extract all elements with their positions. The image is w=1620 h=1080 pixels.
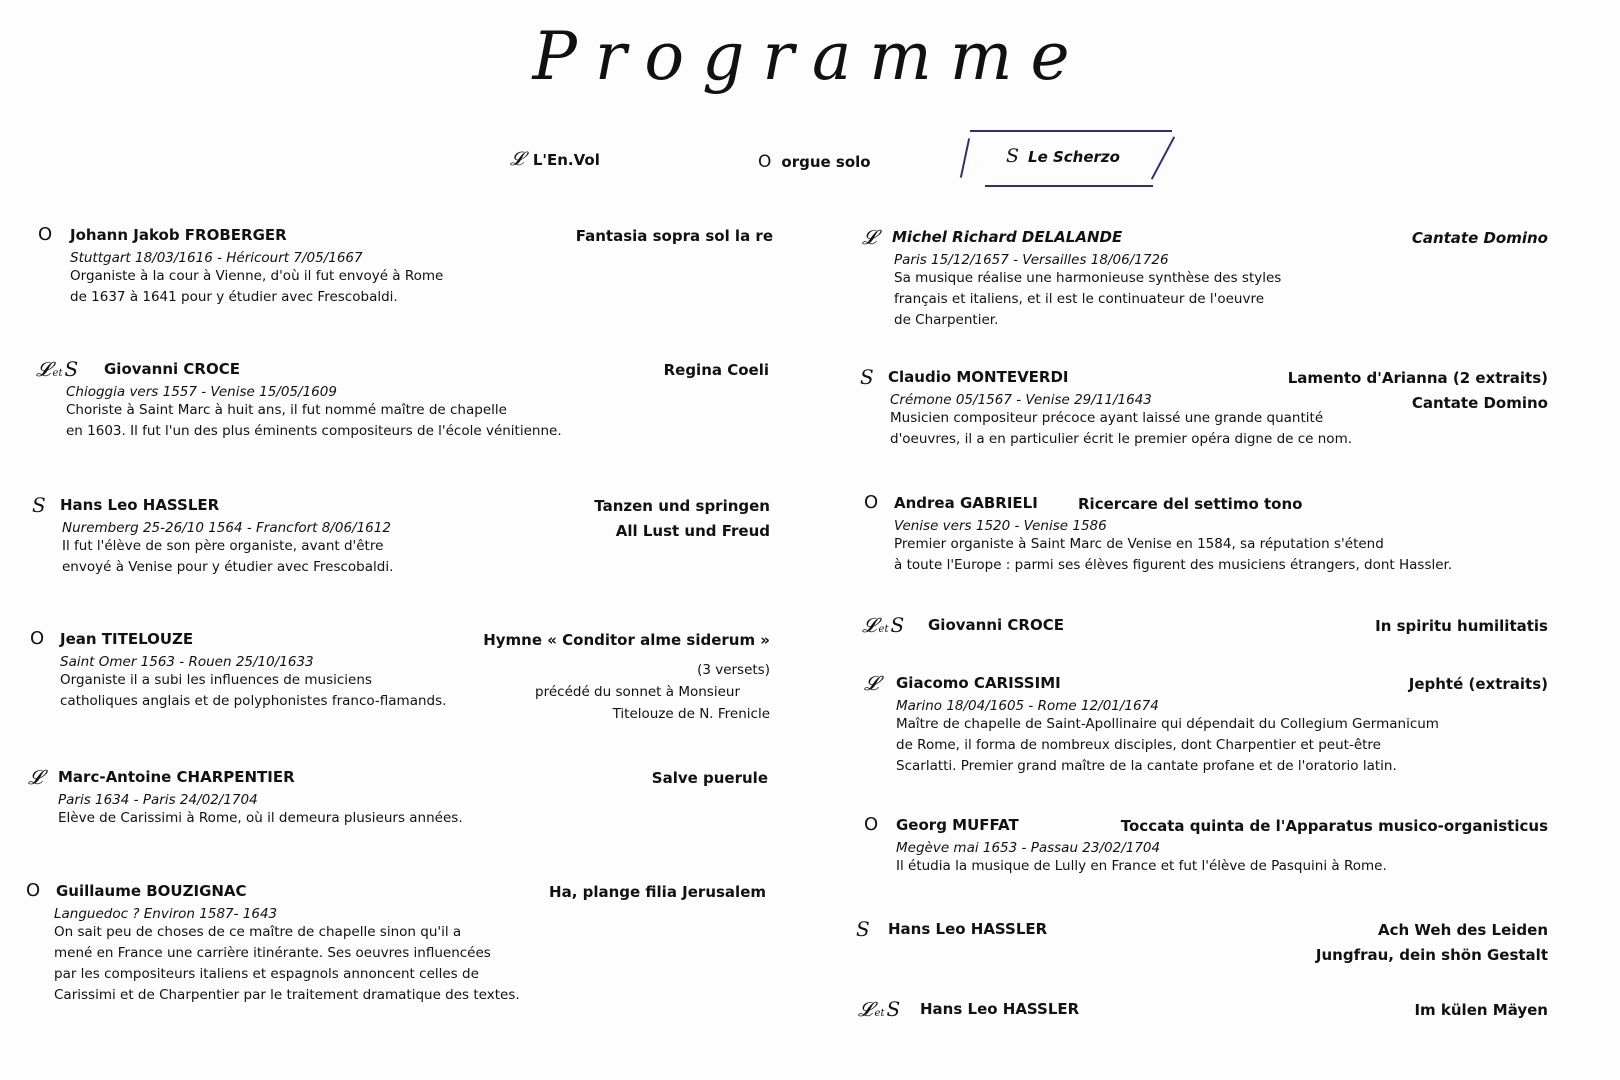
scherzo-symbol-icon: S: [886, 997, 901, 1021]
work-title: Hymne « Conditor alme siderum »: [483, 631, 770, 649]
et-connector: et: [878, 624, 889, 635]
envol-symbol-icon: 𝓛: [864, 671, 879, 695]
composer-name: Giacomo CARISSIMI: [896, 674, 1061, 692]
legend-box-left: [960, 138, 970, 178]
work-title: Jephté (extraits): [1408, 675, 1548, 693]
scherzo-symbol-icon: S: [890, 613, 905, 637]
scherzo-symbol-icon: S: [856, 917, 870, 941]
entry-hassler-3: [858, 998, 1548, 1022]
work-note: précédé du sonnet à Monsieur: [535, 684, 740, 700]
composer-dates: Paris 15/12/1657 - Versailles 18/06/1726: [894, 252, 1169, 268]
bio-line: de Rome, il forma de nombreux disciples, dont Charpentier et peut-être: [896, 737, 1381, 753]
orgue-symbol-icon: O: [30, 628, 45, 649]
composer-dates: Marino 18/04/1605 - Rome 12/01/1674: [896, 698, 1159, 714]
composer-dates: Venise vers 1520 - Venise 1586: [894, 518, 1107, 534]
et-connector: et: [874, 1008, 885, 1019]
legend-box-top: [970, 130, 1172, 132]
envol-symbol-icon: 𝓛: [28, 765, 43, 789]
scherzo-symbol-icon: S: [32, 493, 46, 517]
scherzo-symbol-icon: S: [64, 357, 79, 381]
composer-name: Hans Leo HASSLER: [888, 920, 1048, 938]
envol-scherzo-symbol-icon: [862, 614, 904, 641]
bio-line: Maître de chapelle de Saint-Apollinaire qui dépendait du Collegium Germanicum: [896, 716, 1439, 732]
bio-line: Organiste il a subi les influences de musiciens: [60, 672, 372, 688]
composer-name: Guillaume BOUZIGNAC: [56, 882, 247, 900]
entry-gabrieli: [864, 492, 1564, 576]
composer-dates: Saint Omer 1563 - Rouen 25/10/1633: [60, 654, 314, 670]
legend-orgue-label: orgue solo: [781, 153, 871, 171]
bio-line: Musicien compositeur précoce ayant laissé une grande quantité: [890, 410, 1324, 426]
scherzo-symbol-icon: S: [1006, 145, 1020, 167]
bio-line: par les compositeurs italiens et espagnols annoncent celles de: [54, 966, 479, 982]
composer-name: Hans Leo HASSLER: [60, 496, 220, 514]
bio-line: Carissimi et de Charpentier par le traitement dramatique des textes.: [54, 987, 520, 1003]
work-title: Regina Coeli: [663, 361, 769, 379]
work-note: Titelouze de N. Frenicle: [612, 706, 770, 722]
page-title: Programme: [532, 18, 1088, 95]
envol-scherzo-symbol-icon: [858, 998, 900, 1025]
composer-dates: Languedoc ? Environ 1587- 1643: [54, 906, 278, 922]
envol-scherzo-symbol-icon: [36, 358, 78, 385]
work-title: Fantasia sopra sol la re: [575, 227, 773, 245]
work-title-2: Jungfrau, dein shön Gestalt: [1315, 946, 1548, 964]
bio-line: Scarlatti. Premier grand maître de la cantate profane et de l'oratorio latin.: [896, 758, 1397, 774]
bio-line: d'oeuvres, il a en particulier écrit le premier opéra digne de ce nom.: [890, 431, 1353, 447]
bio-line: catholiques anglais et de polyphonistes franco-flamands.: [60, 693, 447, 709]
entry-carissimi: [864, 672, 1548, 777]
entry-croce: [36, 358, 769, 442]
work-title: Cantate Domino: [1411, 229, 1548, 247]
envol-symbol-icon: 𝓛: [862, 225, 877, 249]
work-note: (3 versets): [697, 662, 770, 678]
bio-line: Elève de Carissimi à Rome, où il demeura plusieurs années.: [58, 810, 463, 826]
work-title: Ach Weh des Leiden: [1377, 921, 1548, 939]
composer-dates: Paris 1634 - Paris 24/02/1704: [58, 792, 258, 808]
composer-name: Marc-Antoine CHARPENTIER: [58, 768, 295, 786]
bio-line: Il fut l'élève de son père organiste, avant d'être: [62, 538, 384, 554]
work-title: In spiritu humilitatis: [1375, 617, 1548, 635]
composer-dates: Stuttgart 18/03/1616 - Héricourt 7/05/1667: [70, 250, 363, 266]
bio-line: Sa musique réalise une harmonieuse synthèse des styles: [894, 270, 1282, 286]
orgue-symbol-icon: O: [864, 492, 879, 513]
entry-delalande: [862, 226, 1548, 331]
orgue-symbol-icon: O: [26, 880, 41, 901]
entry-monteverdi: [860, 366, 1548, 450]
envol-symbol-icon: 𝓛: [510, 148, 524, 170]
entry-charpentier: [28, 766, 768, 829]
composer-name: Andrea GABRIELI: [894, 494, 1038, 512]
legend-orgue: [758, 152, 871, 172]
work-title: Salve puerule: [651, 769, 768, 787]
bio-line: On sait peu de choses de ce maître de chapelle sinon qu'il a: [54, 924, 462, 940]
entry-bouzignac: [26, 880, 766, 1006]
orgue-symbol-icon: O: [38, 224, 53, 245]
et-connector: et: [52, 368, 63, 379]
entry-froberger: [38, 224, 773, 308]
legend-box-bottom: [985, 185, 1153, 187]
bio-line: français et italiens, et il est le continuateur de l'oeuvre: [894, 291, 1265, 307]
bio-line: envoyé à Venise pour y étudier avec Frescobaldi.: [62, 559, 394, 575]
composer-name: Jean TITELOUZE: [60, 630, 194, 648]
work-title: Ricercare del settimo tono: [1078, 495, 1303, 513]
work-title: Lamento d'Arianna (2 extraits): [1287, 369, 1548, 387]
legend-envol: [510, 148, 600, 170]
envol-symbol-icon: 𝓛: [862, 613, 877, 637]
work-title: Tanzen und springen: [594, 497, 770, 515]
work-title: Toccata quinta de l'Apparatus musico-organisticus: [1120, 817, 1548, 835]
entry-titelouze: [30, 628, 770, 722]
composer-name: Hans Leo HASSLER: [920, 1000, 1080, 1018]
envol-symbol-icon: 𝓛: [36, 357, 51, 381]
composer-dates: Megève mai 1653 - Passau 23/02/1704: [896, 840, 1161, 856]
bio-line: à toute l'Europe : parmi ses élèves figurent des musiciens étrangers, dont Hassler.: [894, 557, 1453, 573]
entry-hassler-1: [32, 494, 770, 578]
bio-line: Il étudia la musique de Lully en France et fut l'élève de Pasquini à Rome.: [896, 858, 1387, 874]
composer-name: Giovanni CROCE: [928, 616, 1064, 634]
composer-dates: Crémone 05/1567 - Venise 29/11/1643: [890, 392, 1152, 408]
work-title-2: All Lust und Freud: [615, 522, 770, 540]
composer-name: Georg MUFFAT: [896, 816, 1019, 834]
bio-line: mené en France une carrière itinérante. Ses oeuvres influencées: [54, 945, 491, 961]
work-title: Ha, plange filia Jerusalem: [549, 883, 766, 901]
scherzo-symbol-icon: S: [860, 365, 874, 389]
entry-croce-2: [862, 614, 1548, 638]
composer-name: Johann Jakob FROBERGER: [70, 226, 287, 244]
bio-line: de 1637 à 1641 pour y étudier avec Frescobaldi.: [70, 289, 398, 305]
bio-line: de Charpentier.: [894, 312, 999, 328]
composer-dates: Chioggia vers 1557 - Venise 15/05/1609: [66, 384, 337, 400]
entry-muffat: [864, 814, 1548, 877]
orgue-symbol-icon: O: [864, 814, 879, 835]
work-title: Im külen Mäyen: [1414, 1001, 1548, 1019]
bio-line: Premier organiste à Saint Marc de Venise en 1584, sa réputation s'étend: [894, 536, 1384, 552]
legend-envol-label: L'En.Vol: [532, 151, 600, 169]
orgue-symbol-icon: O: [758, 152, 772, 172]
composer-name: Giovanni CROCE: [104, 360, 240, 378]
composer-dates: Nuremberg 25-26/10 1564 - Francfort 8/06/1612: [62, 520, 391, 536]
bio-line: Organiste à la cour à Vienne, d'où il fut envoyé à Rome: [70, 268, 444, 284]
work-title-2: Cantate Domino: [1411, 394, 1548, 412]
composer-name: Michel Richard DELALANDE: [892, 228, 1123, 246]
legend-box-right: [1151, 136, 1175, 179]
composer-name: Claudio MONTEVERDI: [888, 368, 1069, 386]
legend-scherzo-label: Le Scherzo: [1028, 148, 1120, 166]
envol-symbol-icon: 𝓛: [858, 997, 873, 1021]
bio-line: en 1603. Il fut l'un des plus éminents compositeurs de l'école vénitienne.: [66, 423, 562, 439]
legend-scherzo: [1006, 145, 1120, 167]
entry-hassler-2: [856, 917, 1548, 964]
bio-line: Choriste à Saint Marc à huit ans, il fut nommé maître de chapelle: [66, 402, 507, 418]
